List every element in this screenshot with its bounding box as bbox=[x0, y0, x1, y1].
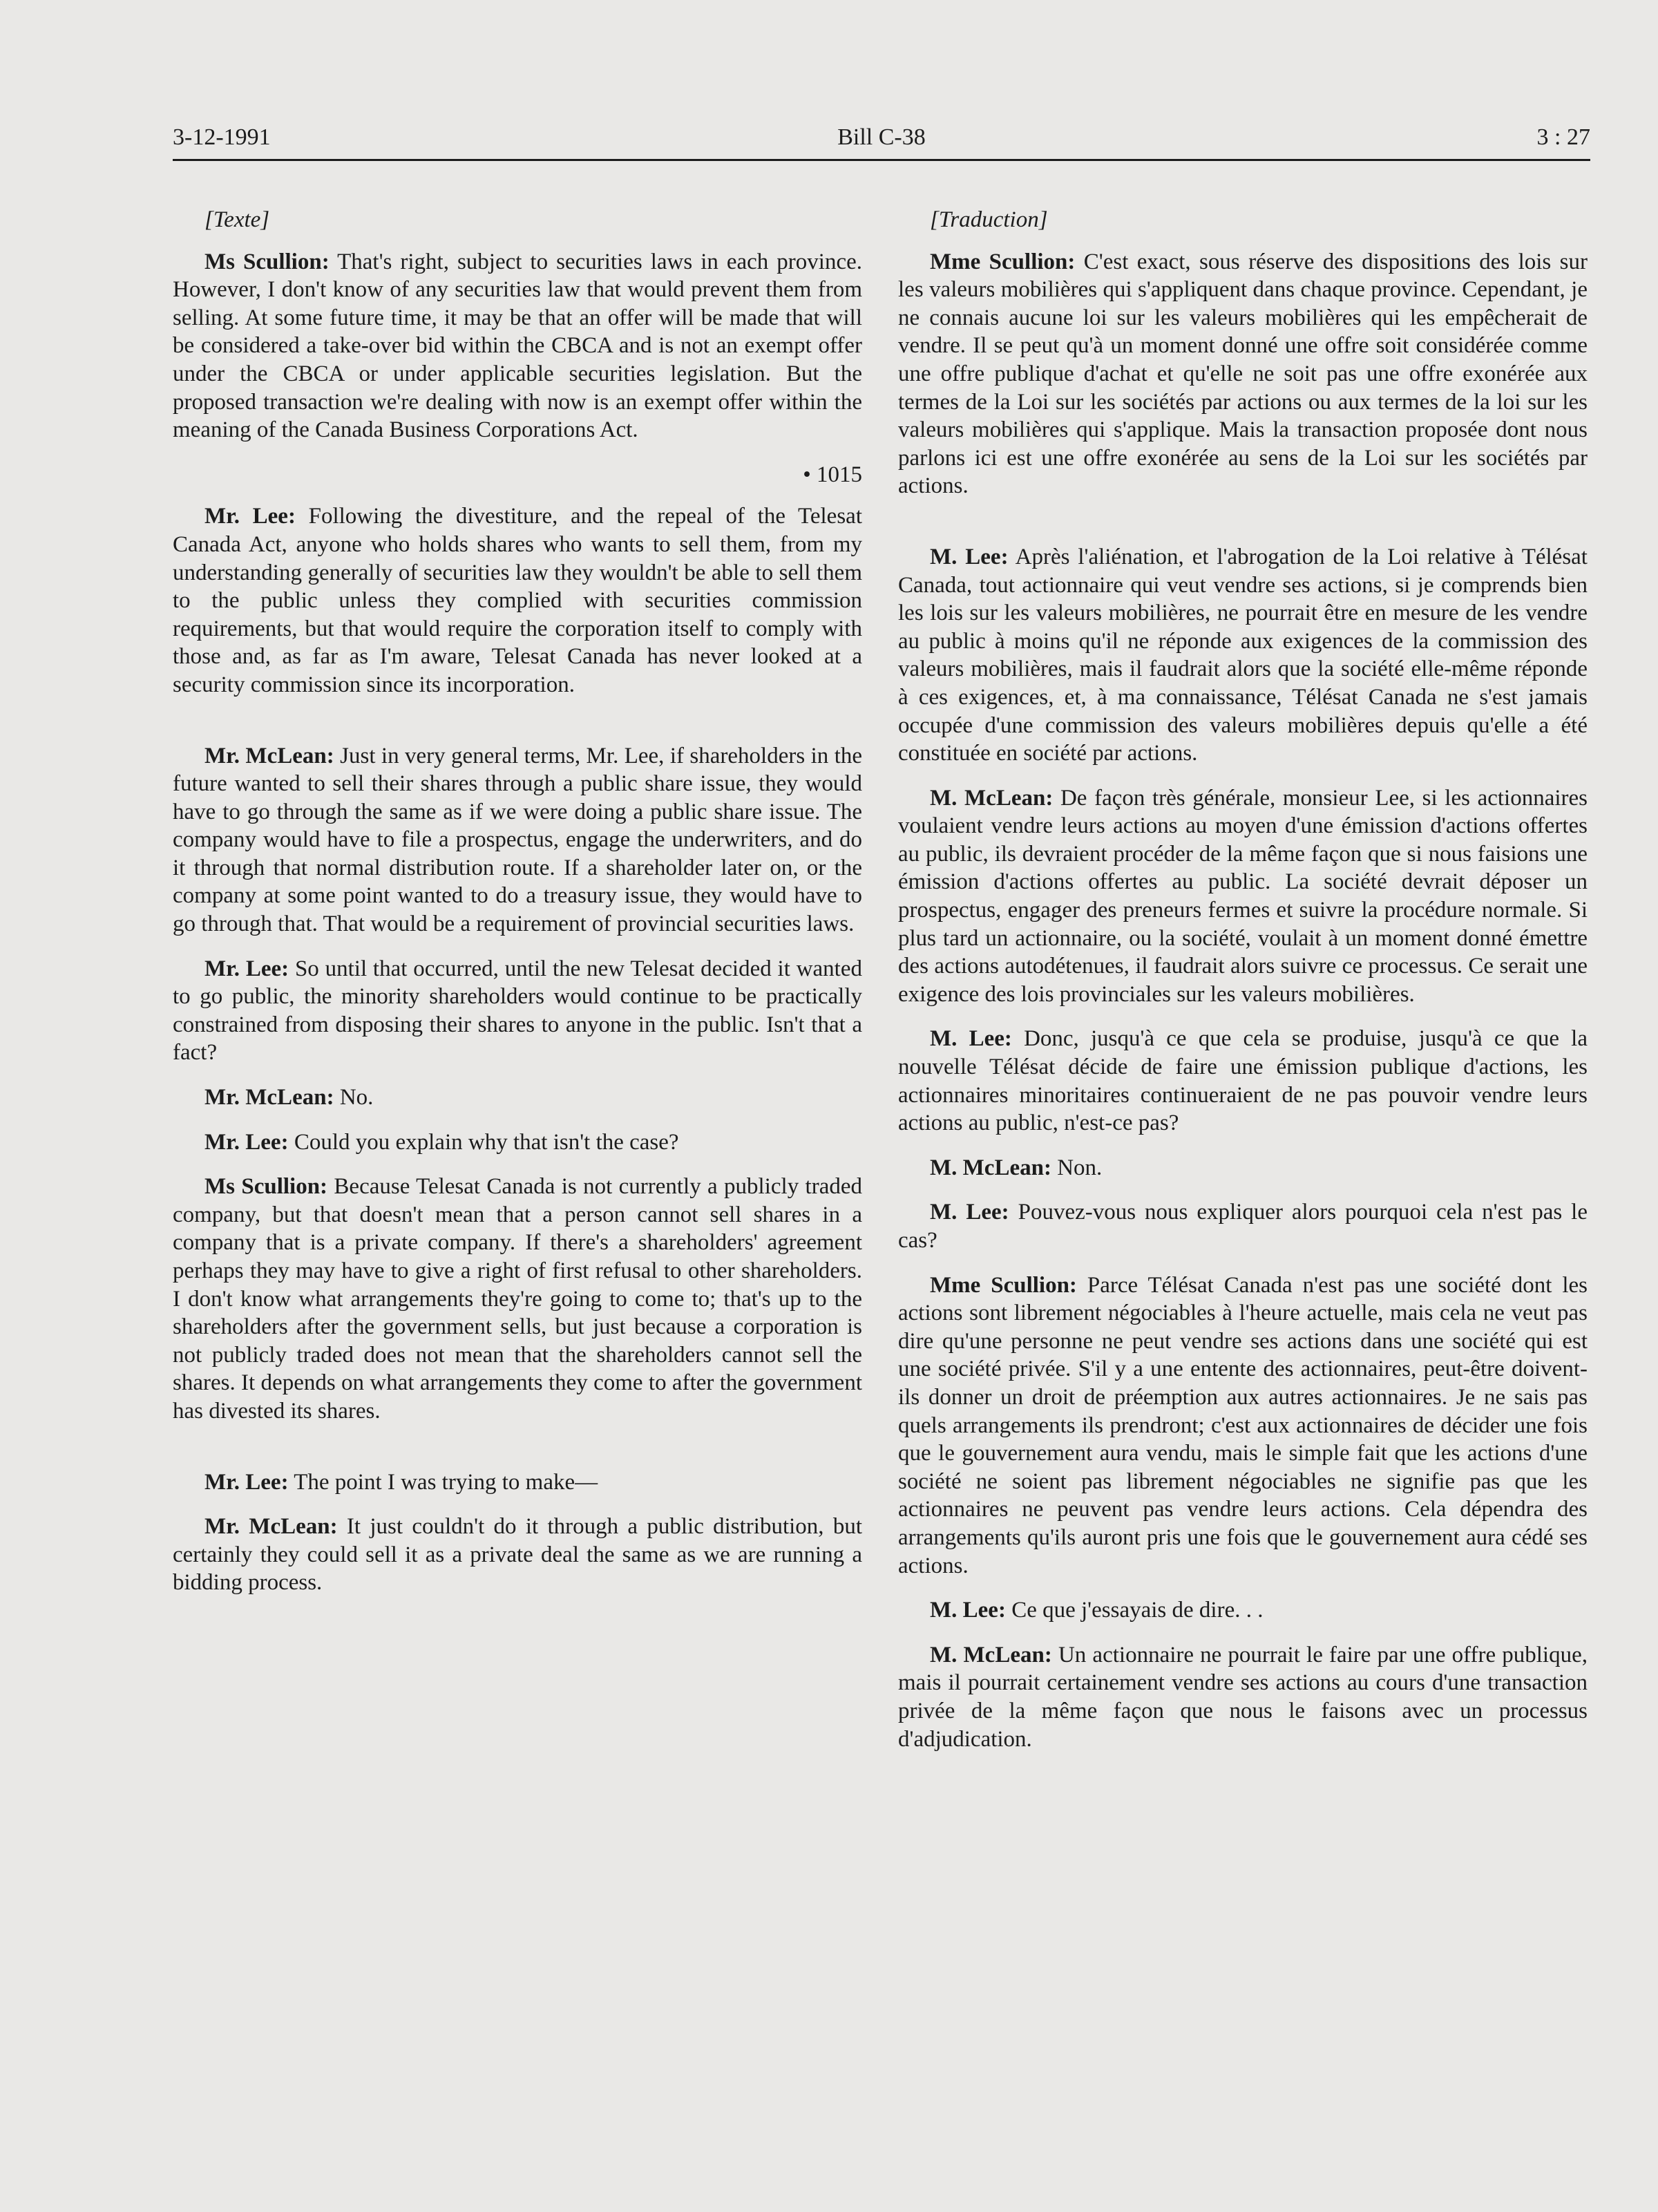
statement bbox=[173, 502, 862, 699]
speaker-name: Ms Scullion: bbox=[204, 249, 330, 274]
french-column bbox=[898, 206, 1588, 1770]
statement-text: De façon très générale, monsieur Lee, si les actionnaires voulaient vendre leurs actions au moyen d'une émission d'actions offertes au public, ils devraient procéder de la même façon que si nous faisions une émission d'actions offertes au public. La société devrait déposer un prospectus, engager des preneurs fermes et suivre la procédure normale. Si plus tard un actionnaire, ou la société, voulait à un moment donné émettre des actions autodétenues, il faudrait alors suivre ce processus. Ce serait une exigence des lois provinciales sur les valeurs mobilières. bbox=[898, 785, 1588, 1007]
statement bbox=[173, 955, 862, 1067]
statement-text: Just in very general terms, Mr. Lee, if shareholders in the future wanted to sell their shares through a public share issue, they would have to go through the same as if we were doing a public share issue. The company would have to file a prospectus, engage the underwriters, and do it through that normal distribution route. If a shareholder later on, or the company at some point wanted to do a treasury issue, they would have to go through that. That would be a requirement of provincial securities laws. bbox=[173, 743, 863, 937]
statement-text: C'est exact, sous réserve des dispositions des lois sur les valeurs mobilières qui s'appliquent dans chaque province. Cependant, je ne connais aucune loi sur les valeurs mobilières qui les empêcherait de vendre. Il se peut qu'à un moment donné une offre soit considérée comme une offre publique d'achat et qu'elle ne soit pas une offre exonérée aux termes de la Loi sur les sociétés par actions ou aux termes de la loi sur les valeurs mobilières qui s'applique. Mais la transaction proposée dont nous parlons ici est une offre exonérée au sens de la Loi sur les sociétés par actions. bbox=[898, 249, 1588, 499]
header-page-number: 3 : 27 bbox=[1536, 124, 1590, 150]
statement bbox=[898, 1154, 1588, 1182]
statement bbox=[898, 1641, 1588, 1753]
header-rule bbox=[173, 159, 1590, 161]
statement bbox=[898, 543, 1588, 768]
statement-text: Après l'aliénation, et l'abrogation de la Loi relative à Télésat Canada, tout actionnaire qui veut vendre ses actions, si je comprends bien les lois sur les valeurs mobilières, ne pourrait être en mesure de les vendre au public à moins qu'il ne réponde aux exigences de la commission des valeurs mobilières, mais il faudrait alors que la société elle-même réponde à ces exigences, et, à ma connaissance, Télésat Canada ne s'est jamais occupée d'une commission des valeurs mobilières depuis qu'elle a été constituée en société par actions. bbox=[898, 544, 1588, 766]
statement bbox=[173, 1513, 862, 1597]
statement bbox=[898, 248, 1588, 500]
language-label: [Traduction] bbox=[930, 207, 1048, 232]
statement bbox=[898, 1198, 1588, 1254]
statement-text: So until that occurred, until the new Telesat decided it wanted to go public, the minority shareholders would continue to be practically constrained from disposing their shares to anyone in the public. Isn't that a fact? bbox=[173, 956, 862, 1066]
statement-text: The point I was trying to make— bbox=[294, 1469, 598, 1495]
speaker-name: M. Lee: bbox=[930, 1200, 1009, 1225]
statement-text: That's right, subject to securities laws in each province. However, I don't know of any securities law that would prevent them from selling. At some future time, it may be that an offer will be made that will be considered a take-over bid within the CBCA and is not an exempt offer under the CBCA or under applicable securities legislation. But the proposed transaction we're dealing with now is an exempt offer within the meaning of the Canada Business Corporations Act. bbox=[173, 249, 862, 443]
speaker-name: M. Lee: bbox=[930, 1026, 1012, 1052]
statement-text: Non. bbox=[1057, 1155, 1103, 1180]
speaker-name: M. Lee: bbox=[930, 1598, 1006, 1623]
statement bbox=[898, 1025, 1588, 1137]
speaker-name: Mr. Lee: bbox=[204, 1469, 289, 1495]
speaker-name: M. McLean: bbox=[930, 1155, 1051, 1180]
time-marker: • 1015 bbox=[803, 462, 862, 487]
statement-text: No. bbox=[339, 1085, 374, 1110]
spacer bbox=[173, 716, 862, 742]
statement-text: Ce que j'essayais de dire. . . bbox=[1011, 1598, 1264, 1623]
statement bbox=[173, 1468, 862, 1497]
statement-text: Donc, jusqu'à ce que cela se produise, jusqu'à ce que la nouvelle Télésat décide de faire une émission publique d'actions, les actionnaires minoritaires continueraient de ne pas pouvoir vendre leurs actions au public, n'est-ce pas? bbox=[898, 1026, 1588, 1136]
statement-text: It just couldn't do it through a public distribution, but certainly they could sell it as a private deal the same as we are running a bidding process. bbox=[173, 1514, 863, 1596]
speaker-name: Mr. McLean: bbox=[204, 1514, 338, 1540]
language-label: [Texte] bbox=[204, 207, 270, 232]
statement bbox=[898, 1272, 1588, 1580]
statement-text: Pouvez-vous nous expliquer alors pourquoi cela n'est pas le cas? bbox=[898, 1200, 1588, 1253]
speaker-name: Ms Scullion: bbox=[204, 1174, 328, 1200]
statement bbox=[173, 1173, 862, 1425]
spacer bbox=[173, 1442, 862, 1468]
statement bbox=[173, 742, 862, 938]
speaker-name: Mme Scullion: bbox=[930, 249, 1076, 274]
statement bbox=[898, 784, 1588, 1009]
statement bbox=[173, 248, 862, 444]
header-date: 3-12-1991 bbox=[173, 124, 271, 150]
speaker-name: Mr. McLean: bbox=[204, 1085, 334, 1110]
speaker-name: Mr. Lee: bbox=[204, 504, 296, 529]
speaker-name: M. McLean: bbox=[930, 785, 1054, 811]
speaker-name: M. McLean: bbox=[930, 1642, 1052, 1667]
header-bill-title: Bill C-38 bbox=[837, 124, 926, 150]
speaker-name: Mr. Lee: bbox=[204, 1129, 289, 1155]
english-column bbox=[173, 206, 862, 1614]
speaker-name: Mr. McLean: bbox=[204, 743, 334, 768]
statement-text: Parce Télésat Canada n'est pas une société dont les actions sont librement négociables à l'heure actuelle, mais cela ne veut pas dire qu'une personne ne peut vendre ses actions dans une société qui est une société privée. S'il y a une entente des actionnaires, peut-être doivent-ils donner un droit de préemption aux autres actionnaires. Je ne sais pas quels arrangements ils prendront; c'est aux actionnaires de décider une fois que le gouvernement aura vendu, mais le simple fait que les actions d'une société ne soient pas librement négociables ne signifie pas que les actionnaires ne peuvent pas vendre leurs actions. Cela dépendra des arrangements qu'ils auront pris une fois que le gouvernement aura cédé ses actions. bbox=[898, 1272, 1588, 1578]
speaker-name: Mme Scullion: bbox=[930, 1272, 1077, 1298]
speaker-name: M. Lee: bbox=[930, 544, 1009, 569]
statement-text: Un actionnaire ne pourrait le faire par une offre publique, mais il pourrait certainement vendre ses actions au cours d'une transaction privée de la même façon que nous le faisons avec un processus d'adjudication. bbox=[898, 1642, 1588, 1752]
statement bbox=[898, 1596, 1588, 1625]
statement bbox=[173, 1084, 862, 1112]
statement-text: Following the divestiture, and the repeal of the Telesat Canada Act, anyone who holds shares who wants to sell them, from my understanding generally of securities law they wouldn't be able to sell them to the public unless they complied with securities commission requirements, but that would require the corporation itself to comply with those and, as far as I'm aware, Telesat Canada has never looked at a security commission since its incorporation. bbox=[173, 504, 862, 697]
spacer bbox=[898, 517, 1588, 543]
statement-text: Because Telesat Canada is not currently a publicly traded company, but that doesn't mean that a person cannot sell shares in a company that is a private company. If there's a shareholders' agreement perhaps they may have to give a right of first refusal to other shareholders. I don't know what arrangements they're going to come to; that's up to the shareholders after the government sells, but just because a corporation is not publicly traded does not mean that the shareholders cannot sell the shares. It depends on what arrangements they come to after the government has divested its shares. bbox=[173, 1174, 863, 1424]
speaker-name: Mr. Lee: bbox=[204, 956, 289, 981]
statement bbox=[173, 1128, 862, 1157]
statement-text: Could you explain why that isn't the case? bbox=[294, 1129, 679, 1155]
page-header bbox=[173, 119, 1590, 158]
